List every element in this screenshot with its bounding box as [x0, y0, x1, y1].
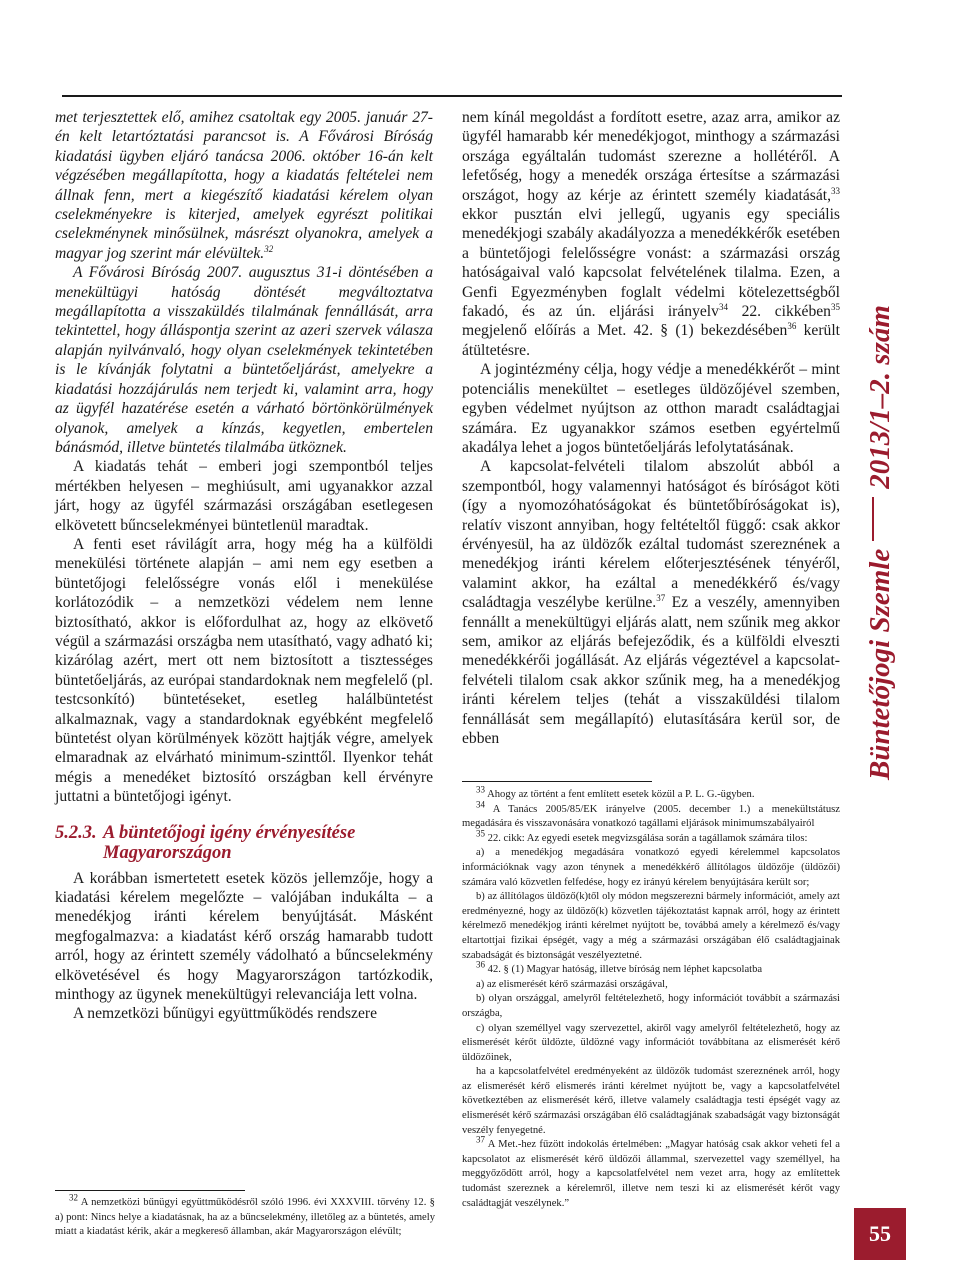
footnote-36-c: c) olyan személlyel vagy szervezettel, akiről vagy amelyről feltételezhető, hogy az elismerését kérőt üldözte, üldözné vagy információt továbbítana az elismerését kérő üldözőinek,	[462, 1022, 840, 1063]
body-paragraph: A jogintézmény célja, hogy védje a menedékkérőt – mint potenciális menekültet – esetleges üldözőjével szemben, egyben védelmet nyújtson az otthon maradt családtagjai számára. Ez ugyanakkor számos esetben egyértelmű akadálya lehet a jogos büntetőeljárás lefolytatásának.	[462, 361, 840, 456]
page-number-box	[854, 1208, 906, 1260]
quote-paragraph-1: met terjesztettek elő, amihez csatoltak egy 2005. január 27-én kelt letartóztatási parancsot is. A Fővárosi Bíróság kiadatási ügyben eljáró tanácsa 2006. október 16-án kelt végzésében megállapította, hogy a kiadatás feltételei nem állnak fenn, mert a kiegészítő kiadatási kérelem olyan cselekményekre is kiterjed, amelyek egyrészt politikai cselekménynek minősülnek, másrészt olyanokra, amelyek a magyar jog szerint már elévültek.$^{32}$	[55, 109, 433, 262]
footnotes-left	[55, 1190, 435, 1240]
right-column	[462, 108, 840, 748]
footnote-36-d: ha a kapcsolatfelvétel eredményeként az üldözők tudomást szereznének arról, hogy az elismerését kérő elismerés iránti kérelmet nyújtott be, vagy a kapcsolatfelvétel következtében az elismerését kérő, illetve valamely családtagja testi épségét vagy az elismerését kérő származási országában élő családtagjának szabadságát vagy biztonságát veszély fenyegetné.	[462, 1066, 840, 1136]
section-title-line-1: A büntetőjogi igény érvényesítése	[103, 822, 356, 843]
body-paragraph: A korábban ismertetett esetek közös jellemzője, hogy a kiadatási kérelem megelőzte – valójában indukálta – a menedékjog iránti kérelem benyújtását. Másként megfogalmazva: a kiadatást kérő ország hamarabb tudott arról, hogy az érintett személy vádolható a bűncselekmény elkövetésével és hogy Magyarországon tartózkodik, minthogy az ügynek menekültügyi relevanciája lett volna.	[55, 869, 433, 1004]
journal-name: Büntetőjogi Szemle	[864, 548, 896, 780]
body-paragraph: nem kínál megoldást a fordított esetre, azaz arra, amikor az ügyfél hamarabb kér menedékjogot, minthogy a származási országa egyáltalán tudomást szerezne a hollétéről. A lefetőség, hogy a menedék országa értesítse a származási országot, hogy az kérje az érintett személy kiadatását,$^{33}$ ekkor pusztán elvi jellegű, ugyanis egy speciális menedékjogi szabály akadályozza a menedékkérők esetében a büntetőjogi felelősségre vonást: a származási ország hatóságaival való kapcsolat felvételének tilalma. Ezen, a Genfi Egyezményben foglalt védelmi kötelezettségből fakadó, és az ún. eljárási irányelv$^{34}$ 22. cikkében$^{35}$ megjelenő előírás a Met. 42. § (1) bekezdésében$^{36}$ került átültetésre.	[462, 109, 840, 359]
page-number: 55	[869, 1221, 891, 1246]
footnote-37: $^{37}$ A Met.-hez fűzött indokolás értelmében: „Magyar hatóság csak akkor veheti fel a kapcsolatot az elismerését kérő üldözői állammal, szervezettel vagy személlyel, ha meggyőződött arról, hogy a kapcsolatfelvétel nem vezet arra, hogy az említettek tudomást szereznek a kérelemről, illetve nem teszi ki az elismerését kérőt vagy családtagját veszélynek.”	[462, 1134, 840, 1209]
journal-title-vertical	[858, 305, 902, 780]
footnote-rule	[462, 781, 652, 782]
footnote-36: $^{36}$ 42. § (1) Magyar hatóság, illetve bíróság nem léphet kapcsolatba	[476, 959, 763, 976]
title-separator	[872, 497, 874, 541]
left-column	[55, 108, 433, 1024]
footnote-33: $^{33}$ Ahogy az történt a fent említett esetek közül a P. L. G.-ügyben.	[476, 784, 755, 800]
body-paragraph: A kapcsolat-felvételi tilalom abszolút abból a szempontból, hogy valamennyi hatóságot és bíróságot köti (így a nyomozóhatóságokat és büntetőbíróságokat is), relatív viszont annyiban, hogy feltételtől függő: csak akkor érvényesül, ha az üldözők ezáltal tudomást szereznének a menedékjog iránti kérelem előterjesztésének tényéről, valamint akkor, ha ezáltal a menedékkérő és/vagy családtagja veszélybe kerülne.$^{37}$ Ez a veszély, amennyiben fennállt a menekültügyi eljárás alatt, nem szűnik meg akkor sem, amikor az eljárás befejeződik, és a külföldi elveszti menedékkérői jogállását. Az eljárás végeztével a kapcsolat-felvételi tilalom csak akkor szűnik meg, ha a menedékjog iránti kérelem teljes (tehát a visszaküldési tilalom fennállását sem megállapító) elutasítására kerül sor, de ebben	[462, 458, 840, 747]
footnote-rule	[55, 1190, 245, 1191]
footnotes-right	[462, 781, 840, 1211]
issue-label: 2013/1–2. szám	[864, 305, 896, 489]
body-paragraph: A nemzetközi bűnügyi együttműködés rendszere	[73, 1005, 377, 1023]
section-number: 5.2.3.	[55, 822, 97, 843]
footnote-32: $^{32}$ A nemzetközi bűnügyi együttműködésről szóló 1996. évi XXXVIII. törvény 12. § a) pont: Nincs helye a kiadatásnak, ha az a bűncselekmény, illetőleg az a büntetés, amely miatt a kiadatást kérik, akár a megkereső államban, akár Magyarországon elévült;	[55, 1192, 435, 1238]
footnote-35: $^{35}$ 22. cikk: Az egyedi esetek megvizsgálása során a tagállamok számára tilos:	[476, 828, 808, 844]
body-paragraph: A fenti eset rávilágít arra, hogy még ha a külföldi menekülési története alapján – ami nem egy esetben a büntetőjogi felelősségre vonás elől i menekülése korlátozódik – a nemzetközi védelem nem lenne biztosítható, akkor is előfordulhat az, hogy az elkövető végül a származási országba nem utasítható, vagy adható ki; kizárólag azért, mert ott nem biztosított a tisztességes büntetőeljárás, az európai standardoknak nem megfelelő (pl. testcsonkító) büntetéseket, esetleg halálbüntetést alkalmaznak, vagy a standardoknak egyébként megfelelő büntetést olyan körülmények között hajtják végre, amelyek elmaradnak az elvárható minimum-szinttől. Ilyenkor tehát mégis a menedéket biztosító országban kell érvényre juttatni a büntetőjogi igényt.	[55, 535, 433, 806]
top-rule	[62, 95, 842, 97]
footnote-35-a: a) a menedékjog megadására vonatkozó egyedi kérelemmel kapcsolatos információknak vagy azon ténynek a menedékkérő állítólagos üldözője (üldözői) számára való közvetlen felfedése, hogy ez irányú kérelem benyújtására került sor;	[462, 847, 840, 888]
body-paragraph: A kiadatás tehát – emberi jogi szempontból teljes mértékben helyesen – meghiúsult, ami ugyanakkor azzal járt, hogy az ügyfél származási országában esetlegesen elkövetett bűncselekményei büntetlenül maradtak.	[55, 458, 433, 534]
footnote-36-b: b) olyan országgal, amelyről feltételezhető, hogy információt továbbít a származási országba,	[462, 993, 840, 1019]
section-title-line-2: Magyarországon	[103, 842, 232, 863]
footnote-35-b: b) az állítólagos üldöző(k)től oly módon megszerezni bármely információt, amely azt eredményezné, hogy az üldöző(k) közvetlen tájékoztatást kapnak arról, hogy az érintett kérelmező menedékjog iránti kérelmet nyújtott be, továbbá amely a kérelmező és/vagy eltartottjai fizikai épségét, vagy a még a származási országában élő családtagjainak szabadságát és biztonságát veszélyeztetné.	[462, 891, 840, 961]
footnote-34: $^{34}$ A Tanács 2005/85/EK irányelve (2005. december 1.) a menekültstátusz megadására és visszavonására vonatkozó tagállami eljárások minimumszabályairól	[462, 799, 840, 830]
quote-paragraph-2: A Fővárosi Bíróság 2007. augusztus 31-i döntésében a menekültügyi hatóság döntését megváltoztatva megállapította a visszaküldés tilalmának fennállását, arra tekintettel, hogy álláspontja szerint az azeri szervek válasza alapján nyilvánvaló, hogy olyan cselekmények tekintetében is le kívánják folytatni a büntetőeljárást, amelyekre a kiadatási hozzájárulás nem terjedt ki, valamint arra, hogy az ügyfél hazatérése esetén a várható börtönkörülmények olyanok, amelyek a kínzás, kegyetlen, embertelen bánásmód, illetve büntetés tilalmába ütköznek.	[55, 264, 433, 456]
footnote-36-a: a) az elismerését kérő származási országával,	[476, 978, 668, 990]
section-heading	[55, 823, 433, 863]
